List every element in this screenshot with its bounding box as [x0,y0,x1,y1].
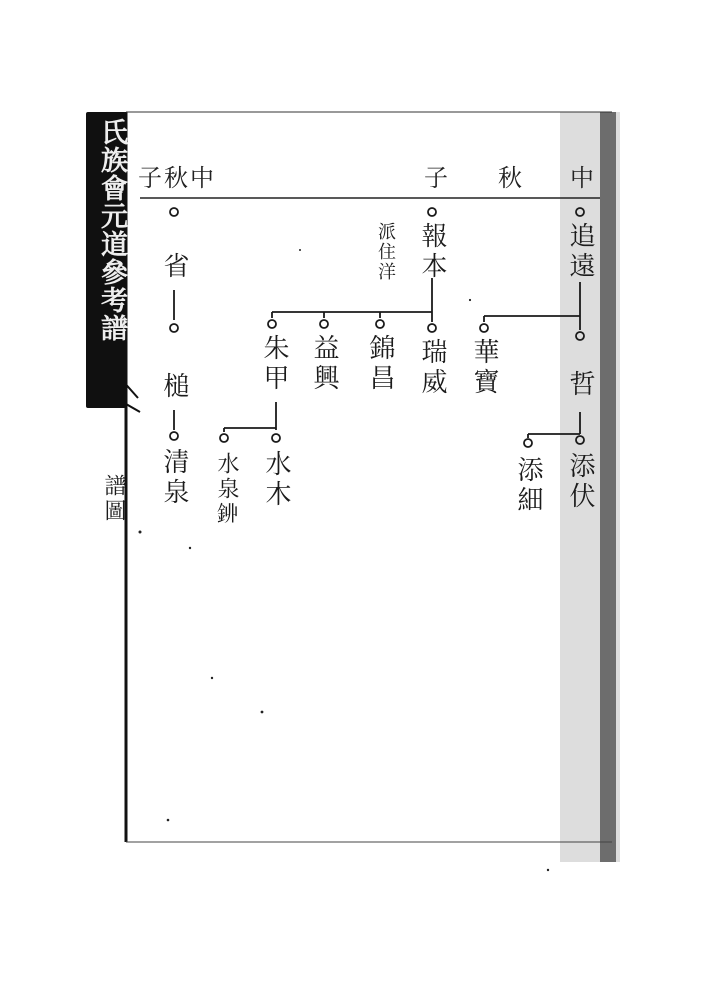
name-jin-chang: 錦昌 [365,334,395,394]
name-zhe: 哲 [565,370,595,400]
name-pai-zhu-yang: 派住洋 [375,222,396,282]
header-left-gen-1: 中 [190,164,214,192]
name-zhui-yuan: 追遠 [565,222,595,282]
name-shui-quan-ju: 水泉𨥥 [214,452,239,527]
name-zhu-jia: 朱甲 [259,334,289,394]
name-rui-wei: 瑞威 [417,338,447,398]
name-ti: 槌 [159,372,189,402]
name-hua-bao: 華寶 [469,338,499,398]
name-shui-mu: 水木 [261,450,291,510]
header-right-generation: 中 [570,164,594,192]
name-sheng: 省 [159,252,189,282]
header-mid-b: 秋 [498,164,522,192]
header-left-gen-3: 子 [138,164,162,192]
name-yi-xing: 益興 [309,334,339,394]
header-left-gen-2: 秋 [164,164,188,192]
name-tian-xi: 添細 [513,456,543,516]
header-mid-a: 子 [424,164,448,192]
name-tian-fu: 添伏 [565,452,595,512]
name-bao-ben: 報本 [417,222,447,282]
name-qing-quan: 清泉 [159,448,189,508]
right-edge-band [600,112,616,862]
spine-title: 氏族會元道參考譜 [96,118,127,342]
section-label: 譜圖 [101,474,126,524]
